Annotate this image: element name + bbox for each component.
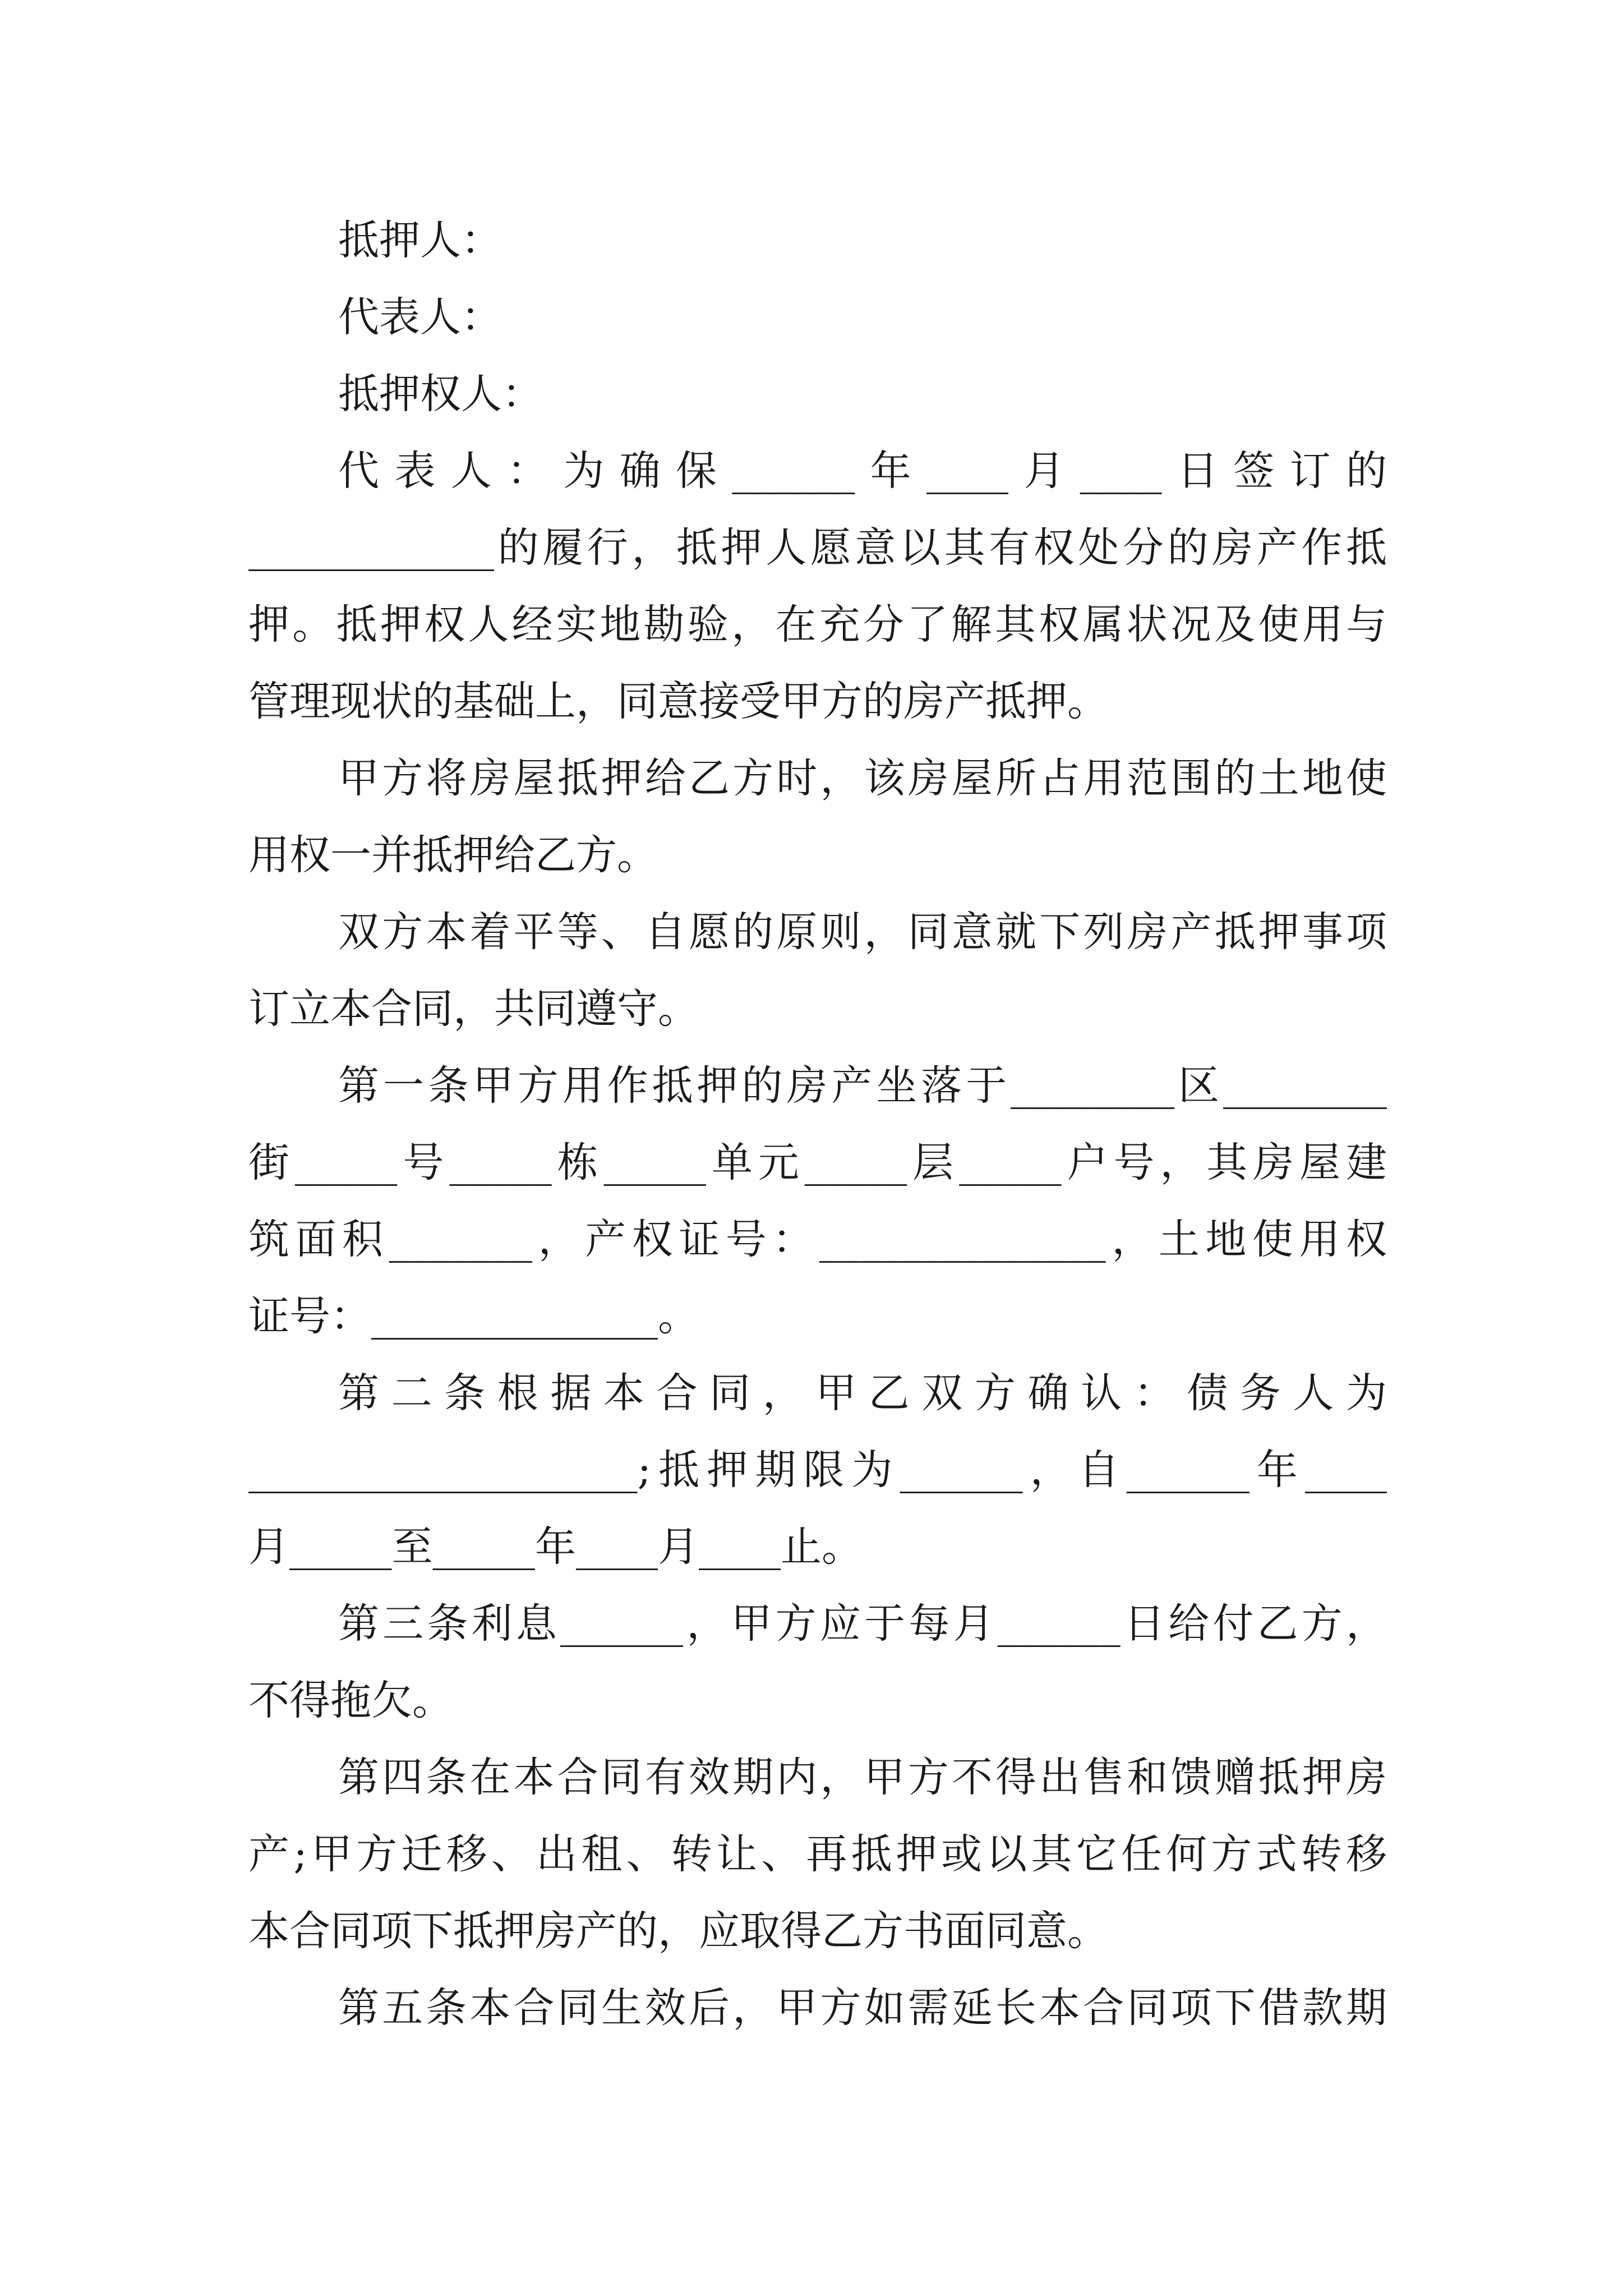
contract-body [248, 202, 1387, 2046]
line-mortgagor: 抵押人： [338, 217, 502, 264]
line-22: 产;甲方迁移、出租、转让、再抵押或以其它任何方式转移 [248, 1830, 1387, 1878]
line-article-4: 第四条在本合同有效期内，甲方不得出售和馈赠抵押房 [338, 1754, 1387, 1801]
line-mortgagee: 抵押权人： [338, 370, 543, 418]
line-15: 证号：______________。 [248, 1292, 699, 1340]
line-17: ___________________;抵押期限为______，自______年____ [248, 1446, 1387, 1494]
line-10: 双方本着平等、自愿的原则，同意就下列房产抵押事项 [338, 908, 1387, 956]
line-article-5: 第五条本合同生效后，甲方如需延长本合同项下借款期 [338, 1984, 1387, 2032]
line-article-1: 第一条甲方用作抵押的房产坐落于________区________ [338, 1062, 1387, 1110]
line-6: 押。抵押权人经实地勘验，在充分了解其权属状况及使用与 [248, 601, 1387, 648]
line-article-3: 第三条利息______，甲方应于每月______日给付乙方， [338, 1600, 1387, 1648]
line-representative: 代表人： [338, 293, 502, 341]
line-14: 筑面积_______，产权证号：______________，土地使用权 [248, 1216, 1387, 1263]
line-8: 甲方将房屋抵押给乙方时，该房屋所占用范围的土地使 [338, 754, 1387, 802]
line-4: 代表人：为确保______年____月____日签订的 [338, 447, 1387, 495]
line-7: 管理现状的基础上，同意接受甲方的房产抵押。 [248, 678, 1108, 725]
line-9: 用权一并抵押给乙方。 [248, 831, 658, 879]
line-23: 本合同项下抵押房产的，应取得乙方书面同意。 [248, 1907, 1108, 1955]
line-20: 不得拖欠。 [248, 1677, 453, 1724]
line-11: 订立本合同，共同遵守。 [248, 985, 699, 1033]
line-5: ____________的履行，抵押人愿意以其有权处分的房产作抵 [248, 524, 1387, 572]
line-article-2: 第二条根据本合同，甲乙双方确认：债务人为 [338, 1369, 1387, 1417]
line-18: 月_____至_____年____月____止。 [248, 1523, 863, 1571]
line-13: 街_____号_____栋_____单元_____层_____户号，其房屋建 [248, 1139, 1387, 1186]
